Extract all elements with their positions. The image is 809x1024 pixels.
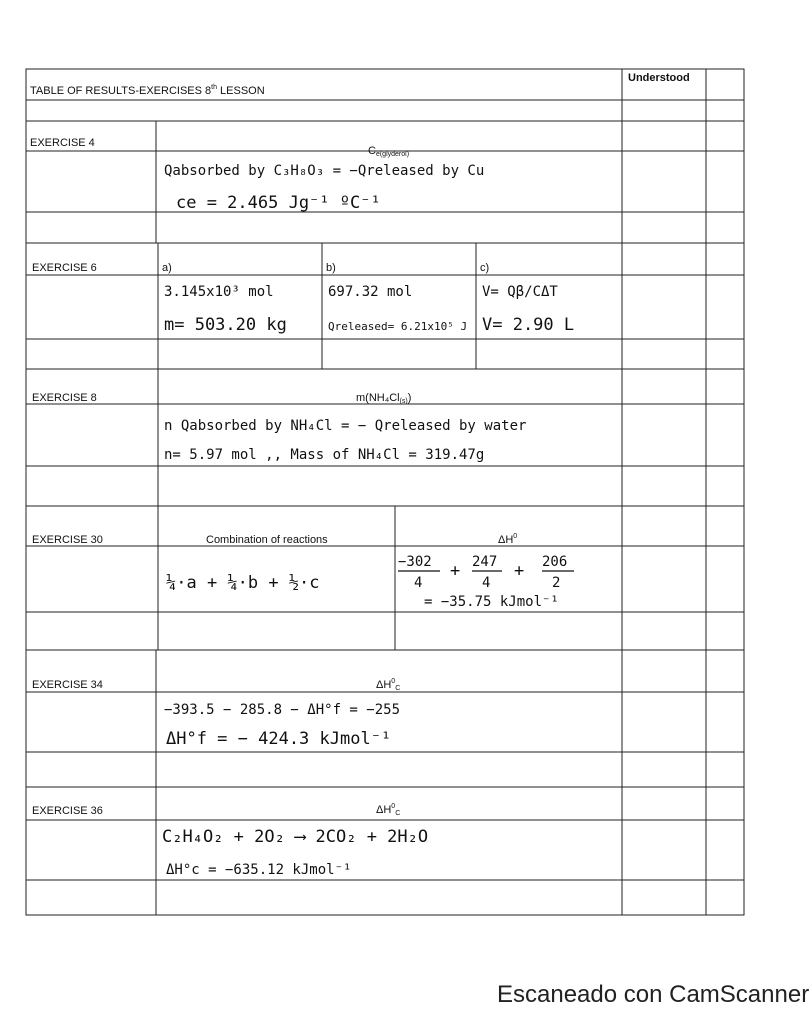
fraction-3-numerator: 206 (542, 554, 568, 570)
exercise-8-answer-line-2: n= 5.97 mol ,, Mass of NH₄Cl = 319.47g (164, 447, 485, 463)
exercise-6-col-a-label: a) (162, 262, 172, 274)
exercise-6-col-b-label: b) (326, 262, 336, 274)
table-title: TABLE OF RESULTS-EXERCISES 8th LESSON (30, 84, 265, 97)
exercise-34-header: $\Delta H^0_C$ (376, 678, 401, 692)
exercise-6-a-line-2: m= 503.20 kg (164, 315, 287, 335)
exercise-36-answer-line-2: ΔH°c = −635.12 kJmol⁻¹ (166, 862, 352, 878)
fraction-op-1: + (450, 561, 461, 581)
exercise-6-c-line-1: V= Qβ/CΔT (482, 284, 558, 300)
fraction-op-2: + (514, 561, 525, 581)
fraction-1-denominator: 4 (414, 575, 423, 591)
exercise-4-answer-line-2: ce = 2.465 Jg⁻¹ ºC⁻¹ (176, 193, 381, 213)
exercise-30-combination-formula: ¼·a + ¼·b + ½·c (166, 573, 320, 593)
exercise-34-label: EXERCISE 34 (32, 679, 103, 691)
exercise-4-label: EXERCISE 4 (30, 137, 95, 149)
exercise-6-b-line-2: Qreleased= 6.21x10⁵ J (328, 320, 468, 333)
exercise-36-header: $\Delta H^0_C$ (376, 803, 401, 817)
exercise-6-a-line-1: 3.145x10³ mol (164, 284, 274, 300)
fraction-1-numerator: −302 (398, 554, 432, 570)
exercise-36-label: EXERCISE 36 (32, 805, 103, 817)
fraction-2-denominator: 4 (482, 575, 491, 591)
table-grid (26, 69, 744, 915)
fraction-3-denominator: 2 (552, 575, 561, 591)
exercise-30-fraction-sum (398, 554, 574, 610)
table-border (26, 69, 744, 915)
exercise-30-label: EXERCISE 30 (32, 534, 103, 546)
exercise-34-answer-line-1: −393.5 − 285.8 − ΔH°f = −255 (164, 702, 401, 718)
exercise-4-answer-line-1: Qabsorbed by C₃H₈O₃ = −Qreleased by Cu (164, 163, 485, 179)
exercise-36-answer-line-1: C₂H₄O₂ + 2O₂ ⟶ 2CO₂ + 2H₂O (162, 827, 429, 847)
exercise-34-answer-line-2: ΔH°f = − 424.3 kJmol⁻¹ (166, 729, 392, 749)
exercise-30-header-right: $\Delta H^0$ (498, 533, 518, 546)
exercise-4-header: Ce(glyderol) (368, 145, 410, 158)
exercise-8-label: EXERCISE 8 (32, 392, 97, 404)
exercise-6-label: EXERCISE 6 (32, 262, 97, 274)
exercise-6-c-line-2: V= 2.90 L (482, 315, 575, 335)
exercise-8-answer-line-1: n Qabsorbed by NH₄Cl = − Qreleased by water (164, 418, 527, 434)
exercise-30-result: = −35.75 kJmol⁻¹ (424, 594, 559, 610)
fraction-2-numerator: 247 (472, 554, 498, 570)
understood-header: Understood (628, 72, 690, 84)
exercise-6-b-line-1: 697.32 mol (328, 284, 413, 300)
exercise-30-header-left: Combination of reactions (206, 534, 328, 546)
scanner-watermark: Escaneado con CamScanner (497, 981, 809, 1008)
exercise-8-header: m(NH₄Cl(s)) (356, 392, 412, 405)
exercise-6-col-c-label: c) (480, 262, 490, 274)
